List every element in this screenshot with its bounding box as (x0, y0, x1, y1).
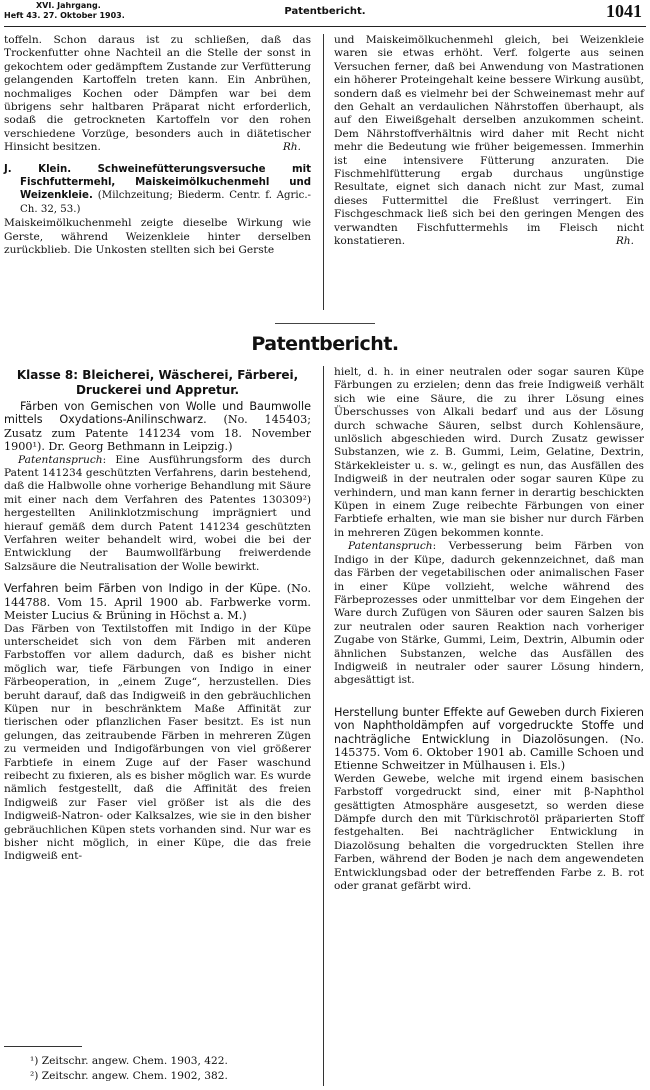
section-title: Patentbericht. (251, 333, 399, 355)
patent-title: Verfahren beim Färben von Indigo in der Küpe. (No. 144788. Vom 15. April 1900 ab. Farbwerke vorm. Meister Lucius & Brüning in Höchst a. M.) (4, 582, 312, 623)
paragraph: Das Färben von Textilstoffen mit Indigo in der Küpe unterscheidet sich von dem Färben mit anderen Farbstoffen vor allem dadurch, daß es bisher nicht möglich war, tiefe Färbungen von Indigo in einer Färbeoperation, in „einem Zuge“, herzustellen. Dies beruht darauf, daß das Indigweiß in den gebräuchlichen Küpen nur in beschränktem Maße Affinität zur tierischen oder pflanzlichen Faser besitzt. Es ist nun gelungen, das zeitraubende Färben in mehreren Zügen zu vermeiden und Indigofärbungen von viel größerer Farbtiefe in einem Zuge auf der Faser waschund reibecht zu fixieren, als es bisher möglich war. Es wurde nämlich festgestellt, daß die Affinität des freien Indigweiß zur Faser viel größer ist als die des Indigweiß-Natron- oder Kalksalzes, wie sie in den bisher gebräuchlichen Küpen stets vorhanden sind. Nur war es bisher nicht möglich, in einer Küpe, die das freie Indigweiß ent- (4, 622, 311, 863)
class-heading: Klasse 8: Bleicherei, Wäscherei, Färberei, Druckerei und Appretur. (16, 368, 299, 397)
top-left-column (4, 34, 311, 258)
paragraph: toffeln. Schon daraus ist zu schließen, daß das Trockenfutter ohne Nachteil an die Stelle der sonst in gekochtem oder gedämpftem Zustande zur Verfütterung gelangenden Kartoffeln treten kann. Ein Anbrühen, nochmaliges Kochen oder Dämpfen war bei dem übrigens sehr haltbaren Präparat nicht erforderlich, sodaß die getrockneten Kartoffeln vor den rohen verschiedene Vorzüge, besonders auch in diätetischer Hinsicht besitzen. Rh. (4, 34, 311, 154)
section-rule (275, 323, 375, 324)
patent-details: (No. 145375. Vom 6. Oktober 1901 ab. Camille Schoen und Etienne Schweitzer in Mülhausen i. Els.) (334, 732, 644, 773)
journal-issue: Heft 43. 27. Oktober 1903. (4, 11, 125, 20)
footnote-rule (4, 1046, 82, 1047)
running-head: Patentbericht. (284, 6, 366, 17)
article-source: (Milchzeitung; Biederm. Centr. f. Agric.-Ch. 32, 53.) (20, 190, 311, 215)
patent-title: Herstellung bunter Effekte auf Geweben durch Fixieren von Naphtholdämpfen auf vorgedruckte Stoffe und nachträgliche Entwicklung in Diazolösungen. (No. 145375. Vom 6. Oktober 1901 ab. Camille Schoen und Etienne Schweitzer in Mülhausen i. Els.) (334, 705, 644, 773)
patent-details: (No. 145403; Zusatz zum Patente 141234 vom 18. November 1900¹). Dr. Georg Bethmann in Leipzig.) (4, 413, 311, 454)
patent-claim: Patentanspruch: Eine Ausführungsform des durch Patent 141234 geschützten Verfahrens, darin bestehend, daß die Halbwolle ohne vorherige Behandlung mit Säure mit einer nach dem Verfahren des Patentes 130309²) hergestellten Anilinklotzmischung imprägniert und hierauf gemäß dem durch Patent 141234 geschützten Verfahren weiter behandelt wird, wobei die bei der Entwicklung der Baumwollfärbung freiwerdende Salzsäure die Neutralisation der Wolle bewirkt. (4, 453, 311, 573)
page-number: 1041 (606, 1, 642, 21)
patent-claim: Patentanspruch: Verbesserung beim Färben von Indigo in der Küpe, dadurch gekennzeichnet, daß man das Färben der vegetabilischen oder animalischen Faser in einer Küpe vollzieht, welche während des Färbeprozesses oder unmittelbar vor dem Eingehen der Ware durch Zufügen von Säuren oder sauren Salzen bis zur neutralen oder sauren Reaktion nach vorheriger Zugabe von Stärke, Gummi, Leim, Dextrin, Albumin oder ähnlichen Substanzen, welche das Ausfällen des Indigweiß in neutraler oder saurer Lösung hindern, abgesättigt ist. (334, 540, 644, 687)
page-header (4, 0, 646, 27)
article-heading: J. Klein. Schweinefütterungsversuche mit Fischfuttermehl, Maiskeimölkuchenmehl und Weizenkleie. (Milchzeitung; Biederm. Centr. f. Agric.-Ch. 32, 53.) (4, 163, 311, 215)
column-divider (323, 366, 324, 1086)
top-right-column (334, 34, 644, 249)
author-signature: Rh. (615, 235, 634, 248)
journal-volume: XVI. Jahrgang. (36, 1, 101, 10)
author-signature: Rh. (282, 141, 301, 154)
paragraph: Werden Gewebe, welche mit irgend einem basischen Farbstoff vorgedruckt sind, einer mit β-Naphthol gesättigten Atmosphäre ausgesetzt, so werden diese Dämpfe durch den mit Türkischrotöl präparierten Stoff festgehalten. Bei nachträglicher Entwicklung in Diazolösung behalten die vorgedruckten Stellen ihre Farben, während der Boden je nach dem angewendeten Entwicklungsbad oder der betreffenden Farbe z. B. rot oder granat gefärbt wird. (334, 772, 644, 893)
patent-title: Färben von Gemischen von Wolle und Baumwolle mittels Oxydations-Anilinschwarz. (No. 145403; Zusatz zum Patente 141234 vom 18. November 1900¹). Dr. Georg Bethmann in Leipzig.) (4, 400, 311, 454)
footnote: ²) Zeitschr. angew. Chem. 1902, 382. (30, 1070, 228, 1082)
left-column (4, 368, 311, 864)
paragraph: hielt, d. h. in einer neutralen oder sogar sauren Küpe Färbungen zu erzielen; denn das freie Indigweiß verhält sich wie eine Säure, die zu ihrer Lösung eines Überschusses von Alkali bedarf und aus der Lösung durch schwache Säuren, selbst durch Kohlensäure, unlöslich abgeschieden wird. Durch Zusatz gewisser Substanzen, wie z. B. Gummi, Leim, Gelatine, Dextrin, Stärkekleister u. s. w., gelingt es nun, das Ausfällen des Indigweiß in der neutralen oder sogar sauren Küpe zu verhindern, und man kann ferner in derartig beschickten Küpen in einem Zuge reibechte Färbungen von einer Farbtiefe erhalten, wie man sie bisher nur durch Färben in mehreren Zügen bekommen konnte. (334, 366, 644, 539)
patent-details: (No. 144788. Vom 15. April 1900 ab. Farbwerke vorm. Meister Lucius & Brüning in Höchst a. M.) (4, 582, 312, 623)
right-column (334, 366, 644, 893)
footnotes (30, 1054, 228, 1084)
column-divider (323, 34, 324, 310)
claim-label: Patentanspruch (18, 453, 103, 466)
claim-label: Patentanspruch (348, 540, 433, 553)
paragraph: und Maiskeimölkuchenmehl gleich, bei Weizenkleie waren sie etwas erhöht. Verf. folgerte aus seinen Versuchen ferner, daß bei Anwendung von Mastrationen ein höherer Proteingehalt keine bessere Wirkung ausübt, sondern daß es vielmehr bei der Schweinemast mehr auf den Gehalt an verdaulichen Nährstoffen überhaupt, als auf den Eiweißgehalt derselben anzukommen scheint. Dem Nährstoffverhältnis wird daher mit Recht nicht mehr die Bedeutung wie früher beigemessen. Immerhin ist eine intensivere Fütterung anzuraten. Die Fischmehlfütterung ergab durchaus ungünstige Resultate, eignet sich danach nicht zur Mast, zumal dieses Futtermittel die Freßlust verringert. Ein Fischgeschmack ließ sich bei den geringen Mengen des verwandten Fischfuttermehls im Fleisch nicht konstatieren. Rh. (334, 34, 644, 248)
footnote: ¹) Zeitschr. angew. Chem. 1903, 422. (30, 1055, 228, 1067)
paragraph: Maiskeimölkuchenmehl zeigte dieselbe Wirkung wie Gerste, während Weizenkleie hinter derselben zurückblieb. Die Unkosten stellten sich bei Gerste (4, 217, 311, 257)
